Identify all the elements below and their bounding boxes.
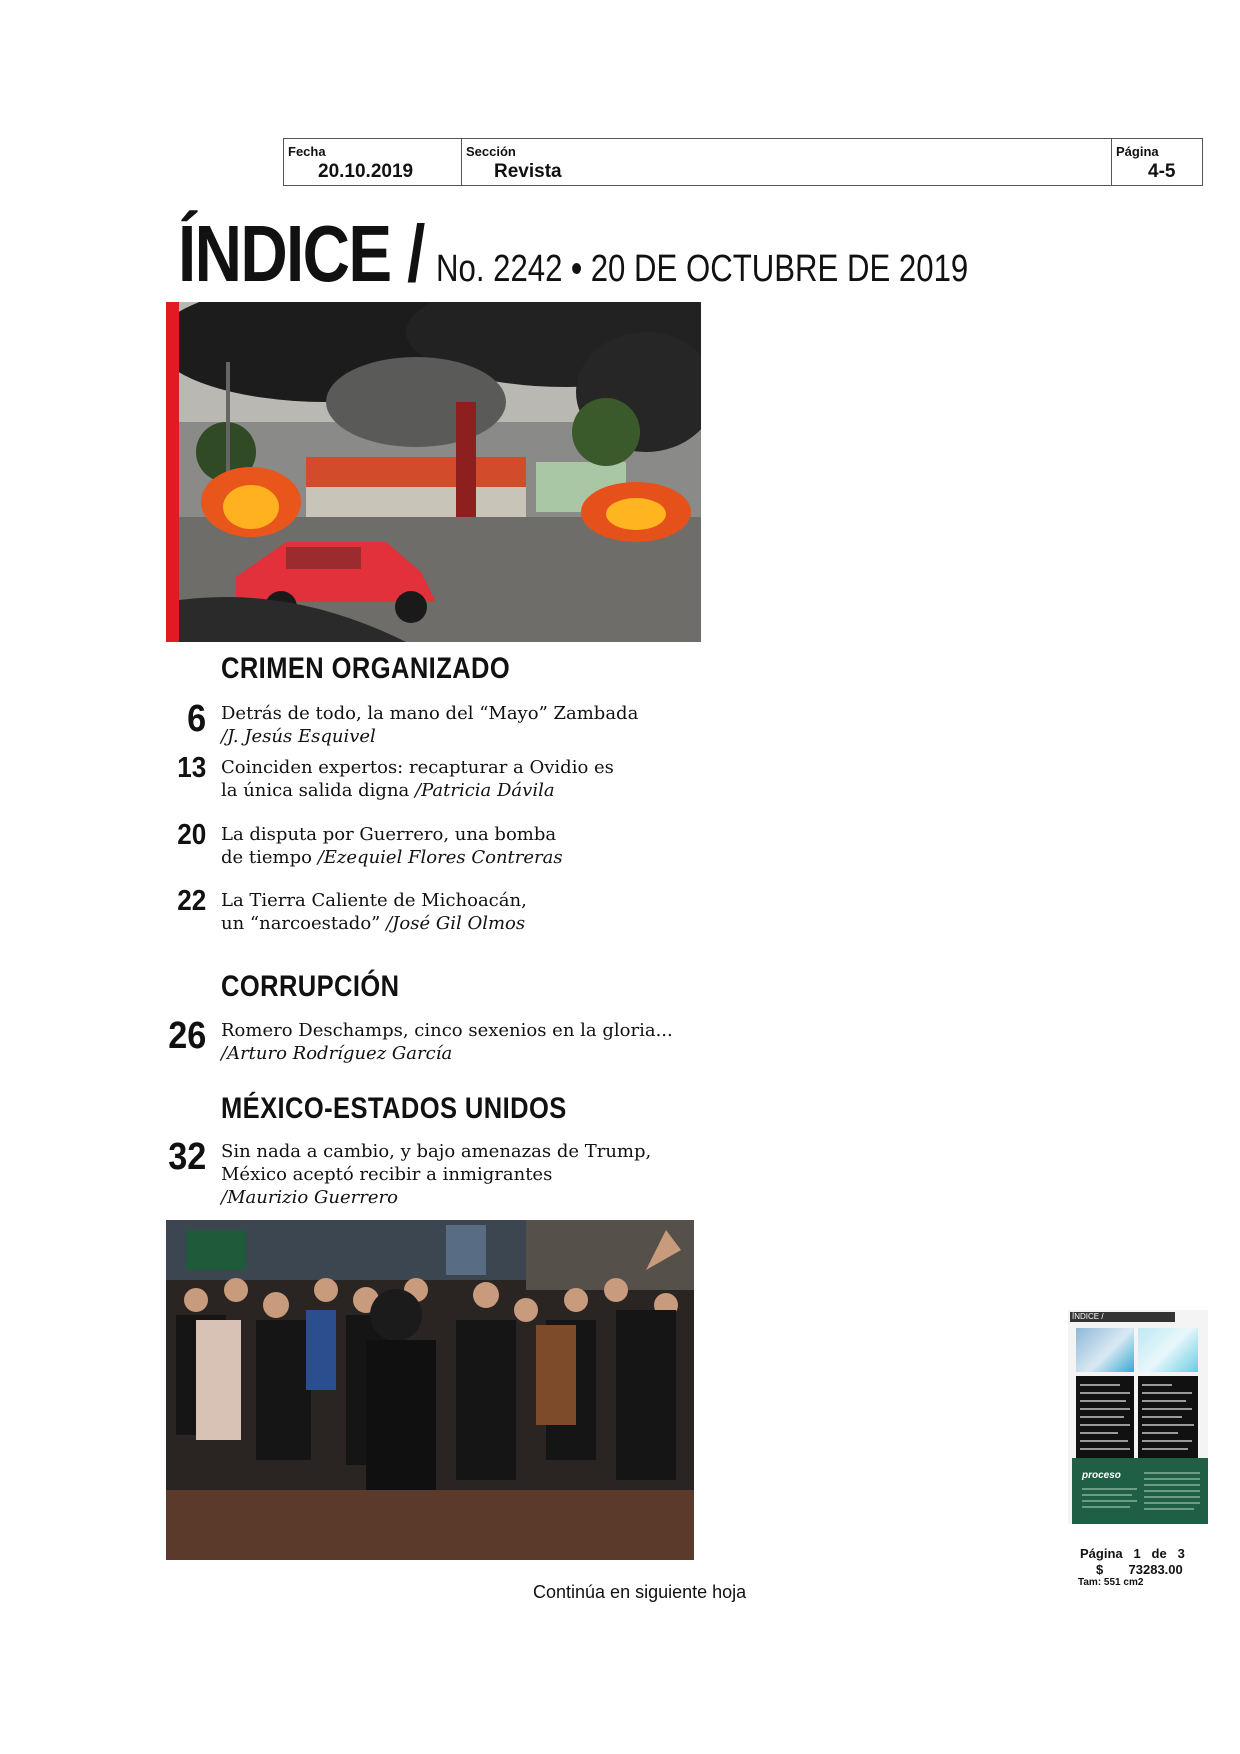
crowd-protest-photo xyxy=(166,1220,694,1560)
entry-author: /José Gil Olmos xyxy=(386,913,526,934)
thumbnail-title-text: ÍNDICE / xyxy=(1072,1312,1104,1321)
entry-text xyxy=(221,756,631,802)
seccion-label: Sección xyxy=(466,144,516,159)
burning-street-illustration xyxy=(166,302,701,642)
thumbnail-column-left xyxy=(1076,1376,1134,1468)
entry-text xyxy=(221,1019,741,1065)
entry-author: /J. Jesús Esquivel xyxy=(221,726,376,747)
thumbnail-green-footer xyxy=(1072,1458,1208,1524)
section-title-corrupcion: CORRUPCIÓN xyxy=(221,970,400,1003)
page-number: 1 xyxy=(1133,1546,1141,1561)
page-count-line xyxy=(1080,1546,1185,1561)
issue-date: 20 DE OCTUBRE DE 2019 xyxy=(590,248,969,290)
thumbnail-photo-left xyxy=(1076,1328,1134,1372)
entry-text xyxy=(221,823,581,869)
pagina-label: Página xyxy=(1116,144,1159,159)
entry-headline: La disputa por Guerrero, una bomba de tiempo xyxy=(221,824,557,868)
entry-page-number: 6 xyxy=(186,698,206,740)
issue-number: No. 2242 xyxy=(436,248,563,290)
section-title-crimen: CRIMEN ORGANIZADO xyxy=(221,652,511,685)
thumbnail-column-right xyxy=(1138,1376,1198,1468)
seccion-value: Revista xyxy=(494,161,562,182)
entry-text xyxy=(221,1140,681,1209)
entry-page-number: 22 xyxy=(176,885,206,917)
entry-headline: Romero Deschamps, cinco sexenios en la gloria... xyxy=(221,1020,673,1041)
page-de: de xyxy=(1151,1546,1167,1561)
entry-author: /Patricia Dávila xyxy=(415,780,555,801)
cost-amount: 73283.00 xyxy=(1128,1562,1183,1577)
continua-note: Continúa en siguiente hoja xyxy=(533,1582,747,1602)
page-label: Página xyxy=(1080,1546,1123,1561)
size-line: Tam: 551 cm2 xyxy=(1078,1577,1144,1588)
entry-page-number: 13 xyxy=(176,752,206,784)
entry-headline: Detrás de todo, la mano del “Mayo” Zambada xyxy=(221,703,639,724)
entry-page-number: 26 xyxy=(167,1015,206,1057)
issue-bullet: • xyxy=(571,248,583,290)
cost-line xyxy=(1096,1562,1183,1577)
burning-street-photo xyxy=(166,302,701,642)
entry-page-number: 32 xyxy=(167,1136,206,1178)
entry-author: /Ezequiel Flores Contreras xyxy=(317,847,563,868)
page-thumbnail xyxy=(1068,1310,1208,1524)
page-total: 3 xyxy=(1177,1546,1185,1561)
accent-red-bar xyxy=(166,302,179,642)
fecha-label: Fecha xyxy=(288,144,326,159)
section-title-mexico-eu: MÉXICO-ESTADOS UNIDOS xyxy=(221,1092,567,1125)
currency-symbol: $ xyxy=(1096,1562,1104,1577)
entry-text xyxy=(221,889,551,935)
entry-author: /Arturo Rodríguez García xyxy=(221,1043,453,1064)
fecha-value: 20.10.2019 xyxy=(318,161,414,182)
entry-page-number: 20 xyxy=(176,819,206,851)
seccion-cell xyxy=(462,139,1112,185)
entry-headline: La Tierra Caliente de Michoacán, un “narcoestado” xyxy=(221,890,527,934)
proceso-logo: proceso xyxy=(1082,1470,1121,1481)
pagina-value: 4-5 xyxy=(1148,161,1176,182)
issue-line xyxy=(436,248,968,291)
index-title: ÍNDICE / xyxy=(178,209,424,298)
entry-headline: Sin nada a cambio, y bajo amenazas de Trump, México aceptó recibir a inmigrantes xyxy=(221,1141,652,1185)
thumbnail-photo-right xyxy=(1138,1328,1198,1372)
thumbnail-title-bar xyxy=(1070,1312,1175,1322)
entry-text xyxy=(221,702,741,748)
clipping-header xyxy=(283,138,1203,186)
crowd-illustration xyxy=(166,1220,694,1560)
pagina-cell xyxy=(1112,139,1202,185)
page-title xyxy=(178,208,969,300)
entry-headline: Coinciden expertos: recapturar a Ovidio es la única salida digna xyxy=(221,757,614,801)
entry-author: /Maurizio Guerrero xyxy=(221,1187,398,1208)
fecha-cell xyxy=(284,139,462,185)
